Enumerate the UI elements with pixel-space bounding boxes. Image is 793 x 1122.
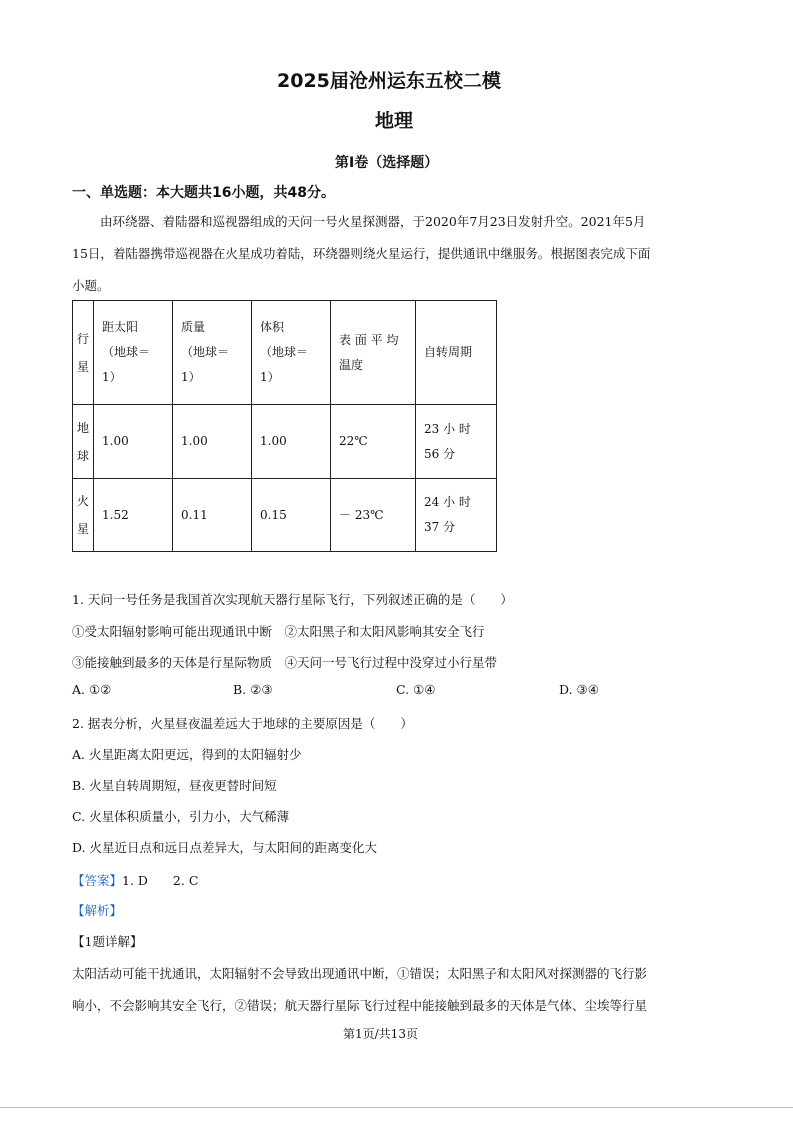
answer-text: 1. D 2. C [122, 873, 199, 888]
table-cell: 1.00 [252, 405, 331, 479]
detail-line-2: 响小，不会影响其安全飞行，②错误；航天器行星际飞行过程中能接触到最多的天体是气体、尘埃等行星 [72, 998, 648, 1013]
table-cell: 24 小 时 37 分 [416, 479, 497, 552]
question-2-stem: 2. 据表分析，火星昼夜温差远大于地球的主要原因是（ ） [72, 716, 413, 731]
table-cell: 22℃ [331, 405, 416, 479]
page-divider [0, 1107, 793, 1108]
question-2-option-b: B. 火星自转周期短，昼夜更替时间短 [72, 778, 277, 793]
subject-title: 地理 [375, 110, 414, 132]
detail-heading: 【1题详解】 [72, 934, 143, 949]
intro-line-3: 小题。 [72, 278, 110, 293]
table-cell: － 23℃ [331, 479, 416, 552]
question-1-option-c: C. ①④ [396, 682, 436, 697]
page-title: 2025届沧州运东五校二模 [277, 70, 501, 92]
question-1-option-d: D. ③④ [559, 682, 599, 697]
table-cell: 1.00 [94, 405, 173, 479]
analysis-tag: 【解析】 [72, 903, 123, 918]
section-heading: 一、单选题：本大题共16小题，共48分。 [72, 185, 335, 201]
detail-line-1: 太阳活动可能干扰通讯，太阳辐射不会导致出现通讯中断，①错误；太阳黑子和太阳风对探测器的飞行影 [72, 966, 648, 981]
table-cell: 23 小 时 56 分 [416, 405, 497, 479]
table-row [73, 405, 497, 479]
question-2-option-c: C. 火星体积质量小，引力小，大气稀薄 [72, 809, 290, 824]
answer-tag: 【答案】 [72, 873, 123, 888]
answer-line [72, 871, 198, 889]
table-cell: 1.52 [94, 479, 173, 552]
volume-title: 第I卷（选择题） [335, 155, 439, 171]
table-header-cell: 质量 （地球＝ 1） [173, 301, 252, 405]
question-1-stem: 1. 天问一号任务是我国首次实现航天器行星际飞行，下列叙述正确的是（ ） [72, 592, 513, 607]
table-cell: 地 球 [73, 405, 94, 479]
question-2-option-d: D. 火星近日点和远日点差异大，与太阳间的距离变化大 [72, 840, 378, 855]
question-1-option-b: B. ②③ [233, 682, 273, 697]
table-cell: 0.11 [173, 479, 252, 552]
table-header-cell: 行 星 [73, 301, 94, 405]
table-row [73, 479, 497, 552]
question-1-statements-1: ①受太阳辐射影响可能出现通讯中断 ②太阳黑子和太阳风影响其安全飞行 [72, 624, 485, 639]
intro-line-1: 由环绕器、着陆器和巡视器组成的天问一号火星探测器，于2020年7月23日发射升空。2021年5月 [100, 214, 646, 229]
table-header-cell: 体积 （地球＝ 1） [252, 301, 331, 405]
table-cell: 1.00 [173, 405, 252, 479]
table-cell: 火 星 [73, 479, 94, 552]
table-header-cell: 距太阳 （地球＝ 1） [94, 301, 173, 405]
planet-data-table [72, 300, 497, 552]
question-1-statements-2: ③能接触到最多的天体是行星际物质 ④天问一号飞行过程中没穿过小行星带 [72, 655, 498, 670]
intro-line-2: 15日，着陆器携带巡视器在火星成功着陆，环绕器则绕火星运行，提供通讯中继服务。根据图表完成下面 [72, 246, 651, 261]
table-header-cell: 表 面 平 均 温度 [331, 301, 416, 405]
table-header-cell: 自转周期 [416, 301, 497, 405]
table-cell: 0.15 [252, 479, 331, 552]
page-number: 第1页/共13页 [343, 1027, 418, 1041]
question-2-option-a: A. 火星距离太阳更远，得到的太阳辐射少 [72, 747, 302, 762]
table-header-row [73, 301, 497, 405]
question-1-option-a: A. ①② [72, 682, 112, 697]
